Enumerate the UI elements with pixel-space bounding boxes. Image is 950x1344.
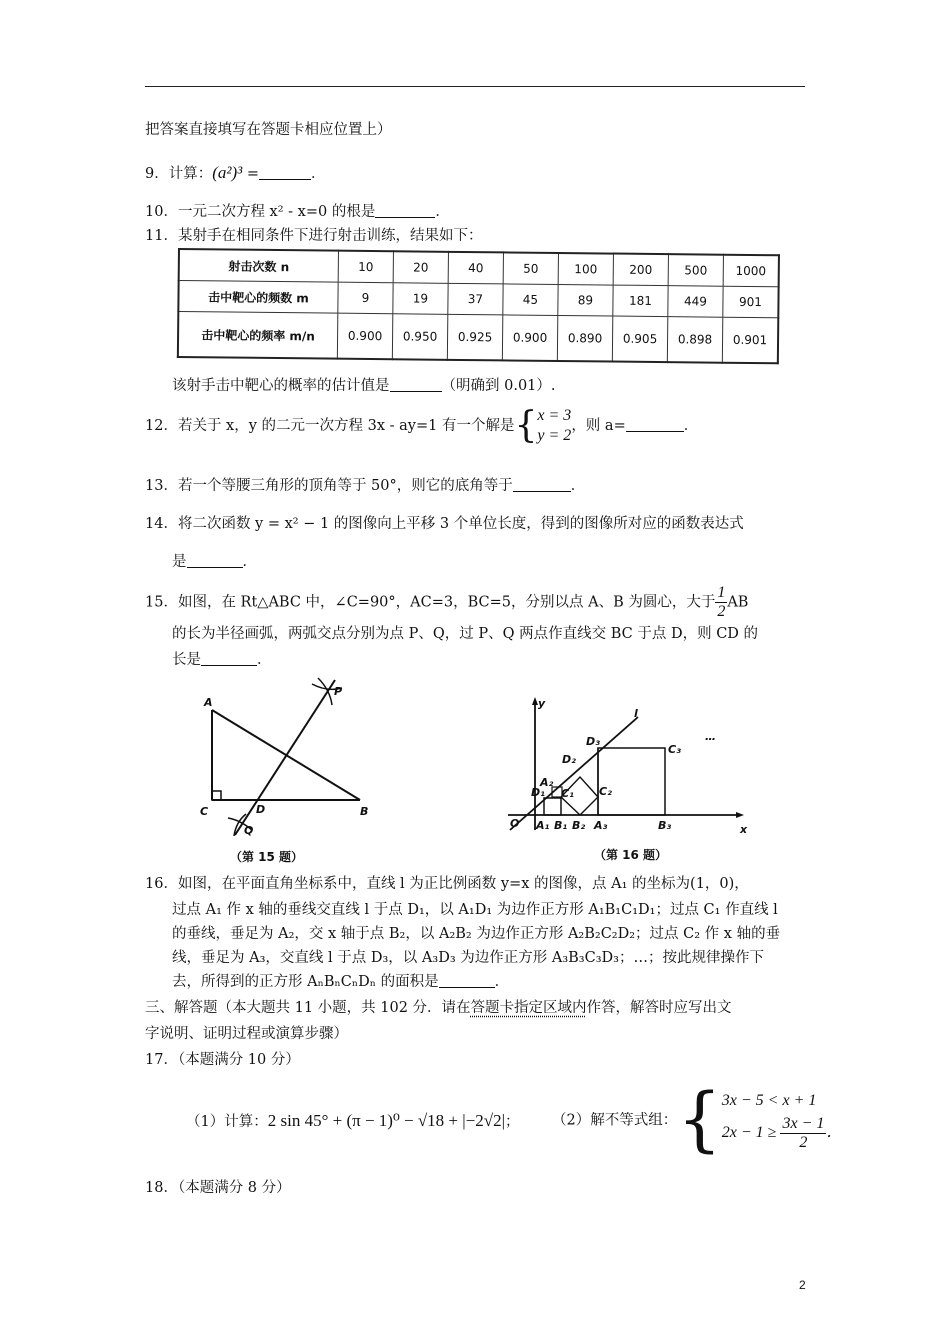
answer-blank[interactable] — [259, 165, 311, 181]
header-rule — [145, 86, 805, 87]
question-14: 14．将二次函数 y = x² − 1 的图像向上平移 3 个单位长度，得到的图像所对应的函数表达式 — [145, 516, 744, 532]
table-row: 射击次数 n 10 20 40 50 100 200 500 1000 — [179, 249, 779, 287]
label-a3: A₃ — [594, 819, 608, 832]
label-d2: D₂ — [562, 753, 576, 766]
question-15: 15．如图，在 Rt△ABC 中，∠C=90°，AC=3，BC=5，分别以点 A、B 为圆心，大于 $\frac{1}{2}AB$ — [145, 584, 749, 620]
section-3-heading: 三、解答题（本大题共 11 小题，共 102 分．请在答题卡指定区域内作答，解答时应写出文 — [145, 1000, 732, 1016]
answer-blank[interactable] — [375, 203, 435, 219]
brace: { — [514, 405, 538, 446]
answer-blank[interactable] — [439, 973, 495, 989]
section-3-heading-cont: 字说明、证明过程或演算步骤） — [145, 1026, 348, 1042]
label-o: O — [510, 817, 520, 830]
label-ellipsis: … — [705, 730, 716, 743]
brace: { — [677, 1078, 722, 1160]
frequency-table — [177, 248, 780, 364]
label-c: C — [200, 805, 209, 818]
question-16-cont: 的垂线，垂足为 A₂，交 x 轴于点 B₂，以 A₂B₂ 为边作正方形 A₂B₂C₂D₂；过点 C₂ 作 x 轴的垂 — [172, 926, 781, 942]
label-c2: C₂ — [599, 785, 612, 798]
label-d1: D₁ — [531, 786, 545, 799]
square-3 — [598, 748, 665, 815]
question-18-title: 18．（本题满分 8 分） — [145, 1180, 291, 1196]
question-16-cont: 过点 A₁ 作 x 轴的垂线交直线 l 于点 D₁，以 A₁D₁ 为边作正方形 A₁B₁C₁D₁；过点 C₁ 作直线 l — [172, 902, 778, 918]
question-17-part1: （1）计算：2 sin 45° + (π − 1)⁰ − √18 + |−2√2|； — [186, 1111, 520, 1130]
line-pq — [235, 680, 335, 835]
question-12: 12．若关于 x，y 的二元一次方程 3x - ay=1 有一个解是{ x = 3 y = 2 ，则 a= ． — [145, 405, 699, 446]
header-instruction: 把答案直接填写在答题卡相应位置上） — [145, 122, 392, 138]
table-row: 击中靶心的频率 m/n 0.900 0.950 0.925 0.900 0.890 0.905 0.898 0.901 — [178, 312, 778, 364]
figure-16 — [500, 695, 760, 845]
arc-p-2 — [318, 678, 332, 705]
answer-blank[interactable] — [187, 553, 243, 569]
label-x: x — [740, 823, 748, 836]
label-a2: A₂ — [540, 776, 554, 789]
label-b3: B₃ — [658, 819, 672, 832]
figure-15-caption: （第 15 题） — [230, 850, 304, 864]
label-q: Q — [244, 824, 254, 837]
question-16-cont: 线，垂足为 A₃，交直线 l 于点 D₃，以 A₃D₃ 为边作正方形 A₃B₃C₃D₃；…；按此规律操作下 — [172, 950, 764, 966]
question-17-part2: （2）解不等式组：{ 3x − 5 < x + 1 2x − 1 ≥ $\frac{3x - 1}{2}$． — [552, 1078, 843, 1160]
label-c3: C₃ — [668, 743, 681, 756]
question-14-cont: 是 ． — [172, 554, 257, 570]
square-1 — [544, 798, 561, 815]
answer-blank[interactable] — [201, 651, 257, 667]
question-11-answer: 该射手击中靶心的概率的估计值是 （明确到 0.01）. — [172, 378, 556, 394]
label-c1: C₁ — [561, 787, 574, 800]
label-l: l — [634, 707, 638, 720]
question-15-cont: 的长为半径画弧，两弧交点分别为点 P、Q，过 P、Q 两点作直线交 BC 于点 D，则 CD 的 — [172, 626, 759, 642]
figure-16-caption: （第 16 题） — [594, 848, 668, 862]
page-number: 2 — [799, 1278, 806, 1292]
answer-blank[interactable] — [513, 477, 571, 493]
label-a1: A₁ — [536, 819, 550, 832]
label-d3: D₃ — [586, 735, 600, 748]
x-axis-arrow — [736, 812, 744, 818]
label-b1: B₁ — [554, 819, 568, 832]
question-9: 9．计算：(a²)³ = ． — [145, 163, 326, 182]
question-11: 11．某射手在相同条件下进行射击训练，结果如下： — [145, 228, 483, 244]
answer-blank[interactable] — [626, 417, 684, 433]
figure-15 — [190, 670, 380, 845]
label-y: y — [538, 697, 546, 710]
table-row: 击中靶心的频数 m 9 19 37 45 89 181 449 901 — [178, 281, 778, 318]
label-b2: B₂ — [572, 819, 586, 832]
question-16-cont: 去，所得到的正方形 AₙBₙCₙDₙ 的面积是 ． — [172, 974, 510, 990]
question-16: 16．如图，在平面直角坐标系中，直线 l 为正比例函数 y=x 的图像，点 A₁ 的坐标为(1，0)， — [145, 876, 749, 892]
label-a: A — [204, 696, 213, 709]
question-15-cont2: 长是 ． — [172, 652, 272, 668]
label-p: P — [334, 685, 343, 698]
answer-blank[interactable] — [390, 377, 442, 393]
label-d: D — [256, 803, 266, 816]
question-17-title: 17．（本题满分 10 分） — [145, 1052, 300, 1068]
question-13: 13．若一个等腰三角形的顶角等于 50°，则它的底角等于 ． — [145, 478, 586, 494]
label-b: B — [360, 805, 369, 818]
question-10: 10．一元二次方程 x² - x=0 的根是 ． — [145, 204, 450, 220]
right-angle-mark — [212, 791, 221, 800]
line-l — [510, 717, 638, 830]
